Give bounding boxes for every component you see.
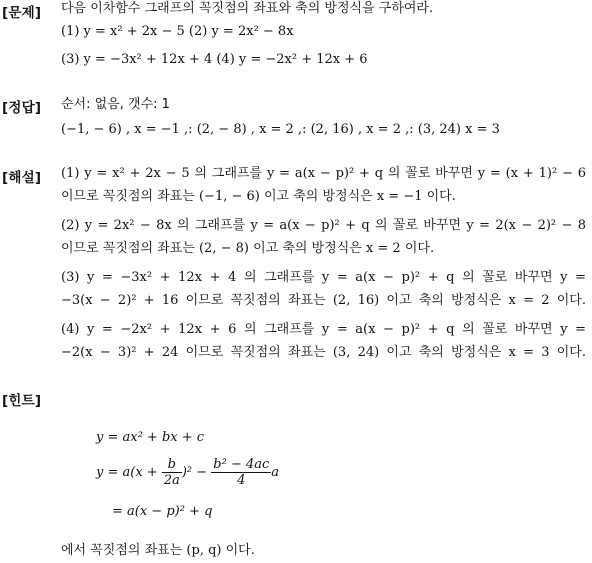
hint-fraction-discriminant: [211, 457, 271, 488]
explanation-line: −2(x − 3)² + 24 이므로 꼭짓점의 좌표는 (3, 24) 이고 축의 방정식은 x = 3 이다.: [61, 345, 586, 360]
explanation-line: 이므로 꼭짓점의 좌표는 (2, − 8) 이고 축의 방정식은 x = 2 이다.: [61, 241, 435, 256]
hint-equation-2-suffix: a: [271, 465, 280, 480]
problem-line-2: (3) y = −3x² + 12x + 4 (4) y = −2x² + 12x + 6: [61, 52, 368, 67]
hint-equation-3: = a(x − p)² + q: [112, 504, 213, 519]
hint-equation-2: [96, 457, 279, 488]
explanation-line: −3(x − 2)² + 16 이므로 꼭짓점의 좌표는 (2, 16) 이고 축의 방정식은 x = 2 이다.: [61, 293, 586, 308]
hint-equation-2-mid: )² −: [181, 465, 212, 480]
hint-conclusion: 에서 꼭짓점의 좌표는 (p, q) 이다.: [61, 543, 255, 558]
hint-equation-1: y = ax² + bx + c: [96, 430, 205, 445]
hint-fraction-numerator: b: [167, 457, 176, 472]
explanation-line: (3) y = −3x² + 12x + 4 의 그래프를 y = a(x − p)² + q 의 꼴로 바꾸면 y =: [61, 270, 586, 285]
answer-tag: [정답]: [2, 100, 42, 116]
hint-equation-2-prefix: y = a(x +: [96, 465, 162, 480]
hint-fraction-denominator: 2a: [163, 473, 180, 488]
problem-line-1: (1) y = x² + 2x − 5 (2) y = 2x² − 8x: [61, 24, 294, 39]
answer-line-2: (−1, − 6) , x = −1 ,: (2, − 8) , x = 2 ,: (2, 16) , x = 2 ,: (3, 24) x = 3: [61, 122, 500, 137]
hint-fraction-denominator: 4: [211, 472, 271, 488]
explanation-line: (2) y = 2x² − 8x 의 그래프를 y = a(x − p)² + q 의 꼴로 바꾸면 y = 2(x − 2)² − 8: [61, 218, 586, 233]
answer-line-1: 순서: 없음, 갯수: 1: [61, 97, 170, 112]
explanation-line: (1) y = x² + 2x − 5 의 그래프를 y = a(x − p)² + q 의 꼴로 바꾸면 y = (x + 1)² − 6: [61, 166, 586, 181]
explanation-line: 이므로 꼭짓점의 좌표는 (−1, − 6) 이고 축의 방정식은 x = −1 이다.: [61, 189, 456, 204]
hint-fraction-numerator: b² − 4ac: [213, 457, 270, 472]
explanation-line: (4) y = −2x² + 12x + 6 의 그래프를 y = a(x − p)² + q 의 꼴로 바꾸면 y =: [61, 322, 586, 337]
hint-tag: [힌트]: [2, 393, 42, 409]
hint-fraction-b-over-2a: [162, 457, 182, 488]
problem-intro: 다음 이차함수 그래프의 꼭짓점의 좌표와 축의 방정식을 구하여라.: [61, 1, 434, 16]
problem-tag: [문제]: [2, 5, 42, 21]
explanation-tag: [해설]: [2, 170, 42, 186]
